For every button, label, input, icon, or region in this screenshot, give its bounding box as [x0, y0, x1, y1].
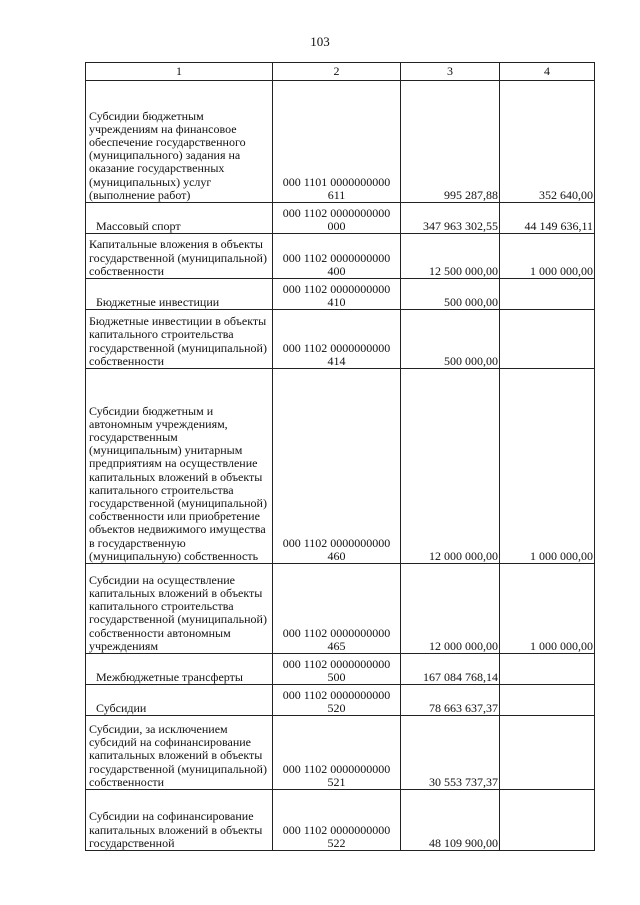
row-name: Бюджетные инвестиции в объекты капитального строительства государственной (муниципальной) собственности: [86, 310, 273, 369]
row-value-1: 347 963 302,55: [401, 203, 500, 234]
table-row: [86, 654, 595, 685]
row-value-1: 12 500 000,00: [401, 234, 500, 279]
column-header-4: 4: [500, 63, 595, 81]
row-value-2: [500, 654, 595, 685]
row-value-2: 352 640,00: [500, 81, 595, 203]
row-value-2: 1 000 000,00: [500, 564, 595, 654]
row-name: Субсидии на осуществление капитальных вложений в объекты капитального строительства государственной (муниципальной) собственности автономным учреждениям: [86, 564, 273, 654]
table-row: [86, 564, 595, 654]
row-value-1: 500 000,00: [401, 310, 500, 369]
row-name: Капитальные вложения в объекты государственной (муниципальной) собственности: [86, 234, 273, 279]
row-value-1: 30 553 737,37: [401, 716, 500, 790]
column-header-2: 2: [273, 63, 401, 81]
column-header-3: 3: [401, 63, 500, 81]
row-value-1: 995 287,88: [401, 81, 500, 203]
table-row: [86, 310, 595, 369]
row-code: 000 1102 0000000000 400: [273, 234, 401, 279]
row-name: Бюджетные инвестиции: [86, 279, 273, 310]
row-value-2: [500, 790, 595, 851]
row-value-2: 44 149 636,11: [500, 203, 595, 234]
table-row: [86, 203, 595, 234]
row-code: 000 1102 0000000000 000: [273, 203, 401, 234]
table-row: [86, 279, 595, 310]
row-code: 000 1102 0000000000 520: [273, 685, 401, 716]
row-code: 000 1102 0000000000 522: [273, 790, 401, 851]
row-name: Межбюджетные трансферты: [86, 654, 273, 685]
row-code: 000 1102 0000000000 460: [273, 369, 401, 564]
budget-table: [85, 62, 595, 851]
row-value-1: 12 000 000,00: [401, 564, 500, 654]
row-code: 000 1102 0000000000 521: [273, 716, 401, 790]
table-row: [86, 685, 595, 716]
row-value-1: 500 000,00: [401, 279, 500, 310]
table-row: [86, 790, 595, 851]
row-code: 000 1101 0000000000 611: [273, 81, 401, 203]
row-value-2: [500, 685, 595, 716]
table-row: [86, 369, 595, 564]
column-header-1: 1: [86, 63, 273, 81]
row-value-2: [500, 310, 595, 369]
row-code: 000 1102 0000000000 410: [273, 279, 401, 310]
row-value-1: 48 109 900,00: [401, 790, 500, 851]
row-name: Субсидии бюджетным учреждениям на финансовое обеспечение государственного (муниципального) задания на оказание государственных (муниципальных) услуг (выполнение работ): [86, 81, 273, 203]
row-name: Массовый спорт: [86, 203, 273, 234]
row-value-1: 78 663 637,37: [401, 685, 500, 716]
row-value-2: [500, 279, 595, 310]
row-value-2: [500, 716, 595, 790]
header-row: [86, 63, 595, 81]
row-name: Субсидии: [86, 685, 273, 716]
row-value-2: 1 000 000,00: [500, 369, 595, 564]
table-row: [86, 716, 595, 790]
table-row: [86, 234, 595, 279]
page-number: 103: [310, 34, 330, 49]
row-name: Субсидии на софинансирование капитальных вложений в объекты государственной: [86, 790, 273, 851]
row-code: 000 1102 0000000000 414: [273, 310, 401, 369]
row-code: 000 1102 0000000000 500: [273, 654, 401, 685]
row-value-1: 167 084 768,14: [401, 654, 500, 685]
row-value-2: 1 000 000,00: [500, 234, 595, 279]
row-code: 000 1102 0000000000 465: [273, 564, 401, 654]
table-row: [86, 81, 595, 203]
row-value-1: 12 000 000,00: [401, 369, 500, 564]
row-name: Субсидии бюджетным и автономным учреждениям, государственным (муниципальным) унитарным предприятиям на осуществление капитальных вложений в объекты капитального строительства государственной (муниципальной) собственности или приобретение объектов недвижимого имущества в государственную (муниципальную) собственность: [86, 369, 273, 564]
row-name: Субсидии, за исключением субсидий на софинансирование капитальных вложений в объекты государственной (муниципальной) собственности: [86, 716, 273, 790]
